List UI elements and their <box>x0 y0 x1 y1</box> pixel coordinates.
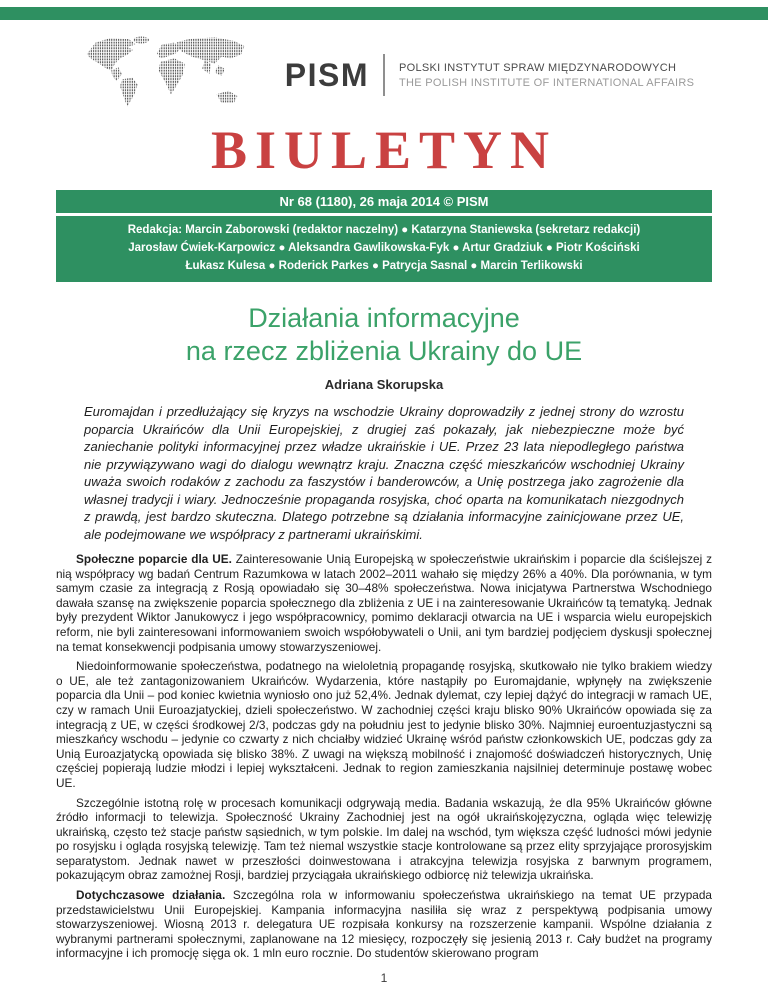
content-column <box>56 190 712 961</box>
bulletin-masthead: BIULETYN <box>210 120 558 180</box>
editors-bar <box>56 216 712 282</box>
header <box>0 33 768 117</box>
article-paragraph-1 <box>56 552 712 654</box>
article-paragraph-4 <box>56 888 712 961</box>
paragraph-lead: Społeczne poparcie dla UE. <box>76 552 236 566</box>
paragraph-text: Szczególna rola w informowaniu społeczeństwa ukraińskiego na temat UE przypada przedstawicielstwu Unii Europejskiej. Kampania informacyjna nasiliła się wraz z perspektywą podpisania umowy stowarzyszeniowej. Wiosną 2013 r. delegatura UE rozpisała konkursy na rozszerzenie kampanii. Wspólne działania z wybranymi partnerami społecznymi, zaplanowane na 12 miesięcy, rozpoczęły się jesienią 2013 r. Cały budżet na programy informacyjne i ich promocję sięga ok. 1 mln euro rocznie. Do studentów skierowano program <box>56 888 712 961</box>
page-number: 1 <box>0 971 768 985</box>
institute-name-en: THE POLISH INSTITUTE OF INTERNATIONAL AFFAIRS <box>398 76 695 89</box>
pism-logo-text: PISM <box>284 56 369 93</box>
issue-bar <box>56 190 712 213</box>
article-abstract: Euromajdan i przedłużający się kryzys na wschodzie Ukrainy doprowadziły z jednej strony do wzrostu poparcia Ukraińców dla Unii Europejskiej, z drugiej zaś pokazały, jak niebezpieczne może być zaniechanie polityki informacyjnej przez władze ukraińskie i UE. Przez 23 lata niepodległego państwa nie przywiązywano wagi do dialogu wewnątrz kraju. Znaczna część mieszkańców wschodniej Ukrainy uważa swoich rodaków z zachodu za faszystów i banderowców, a Unię postrzega jako zagrożenie dla własnej tradycji i wiary. Jednocześnie propaganda rosyjska, choć oparta na komunikatach niezgodnych z prawdą, jest bardzo skuteczna. Dlatego potrzebne są działania informacyjne zainicjowane przez UE, ale podejmowane we współpracy z partnerami ukraińskimi. <box>84 404 684 542</box>
article-paragraph-2 <box>56 659 712 790</box>
article-title <box>56 302 712 368</box>
institute-name-block <box>399 62 694 89</box>
institute-name-pl: POLSKI INSTYTUT SPRAW MIĘDZYNARODOWYCH <box>398 61 677 74</box>
world-map-graphic <box>74 33 259 117</box>
article-title-line1: Działania informacyjne <box>248 303 520 333</box>
article-title-line2: na rzecz zbliżenia Ukrainy do UE <box>185 336 583 366</box>
bulletin-page <box>0 7 768 985</box>
paragraph-text: Szczególnie istotną rolę w procesach komunikacji odgrywają media. Badania wskazują, że dla 95% Ukraińców główne źródło informacji to telewizja. Społeczność Ukrainy Zachodniej jest na ogół ukraińskojęzyczna, ogląda więc telewizję ukraińską, często też stacje państw sąsiednich, w tym polskie. Im dalej na wschód, tym większa część ludności mówi jedynie po rosyjsku i ogląda rosyjską telewizję. Tam też niemal wszystkie stacje kontrolowane są przez elity sprzyjające prorosyjskim separatystom. Jednak nawet w przeszłości doinwestowana i atrakcyjna telewizja rosyjska z barwnym programem, pokazującym obraz zamożnej Rosji, bardziej przyciągała ukraińskiego odbiorcę niż telewizja ukraińska. <box>56 795 712 883</box>
editors-line-3: Łukasz Kulesa ● Roderick Parkes ● Patrycja Sasnal ● Marcin Terlikowski <box>185 260 583 272</box>
paragraph-lead: Dotychczasowe działania. <box>76 888 233 903</box>
top-green-strip <box>0 7 768 20</box>
logo-divider <box>383 54 385 96</box>
pism-logo <box>285 54 695 96</box>
paragraph-text: Niedoinformowanie społeczeństwa, podatnego na wieloletnią propagandę rosyjską, skutkowało nie tylko brakiem wiedzy o UE, ale też zantagonizowaniem Ukraińców. Wydarzenia, które nastąpiły po Euromajdanie, wpłynęły na zwiększenie poparcia dla Unii – pod koniec kwietnia wyniosło ono już 52,4%. Jednak dylemat, czy lepiej dążyć do integracji w ramach UE, czy w ramach Unii Euroazjatyckiej, dzieli społeczeństwo. W zachodniej części kraju blisko 90% Ukraińców opowiada się za integracją z UE, w części środkowej 2/3, podczas gdy na południu jest to jedynie blisko 30%. Najmniej euroentuzjastyczni są mieszkańcy wschodu – jedynie co czwarty z nich chciałby widzieć Ukrainę wśród państw członkowskich UE, podczas gdy za Unią Euroazjatycką opowiada się blisko 38%. Z uwagi na większą mobilność i znajomość doświadczeń historycznych, Unię częściej popierają ludzie młodzi i lepiej wykształceni. Jednak to region zamieszkania najsilniej determinuje postawę wobec UE. <box>56 659 712 790</box>
author-name: Adriana Skorupska <box>324 377 444 392</box>
paragraph-text: Zainteresowanie Unią Europejską w społeczeństwie ukraińskim i poparcie dla ściślejszej z nią współpracy wg badań Centrum Razumkowa w latach 2002–2011 wahało się między 26% a 40%. Dla porównania, w tym samym czasie za integracją z Rosją opowiadało się 30–48% społeczeństwa. Nowa inicjatywa Partnerstwa Wschodniego dawała szansę na zwiększenie poparcia społecznego dla zbliżenia z UE i na zainteresowanie Ukraińców tą tematyką. Jednak były prezydent Wiktor Janukowycz i jego współpracownicy, pomimo deklaracji otwarcia na UE i wsparcia wielu europejskich reform, nie byli zainteresowani informowaniem swoich współobywateli o Unii, ani tym bardziej podjęciem dyskusji społecznej na temat konsekwencji podpisania umowy stowarzyszeniowej. <box>56 552 712 654</box>
editors-line-2: Jarosław Ćwiek-Karpowicz ● Aleksandra Gawlikowska-Fyk ● Artur Gradziuk ● Piotr Kościński <box>128 242 640 254</box>
editors-line-1: Redakcja: Marcin Zaborowski (redaktor naczelny) ● Katarzyna Staniewska (sekretarz redakcji) <box>127 224 641 236</box>
article-paragraph-3 <box>56 796 712 884</box>
issue-line: Nr 68 (1180), 26 maja 2014 © PISM <box>279 194 489 209</box>
